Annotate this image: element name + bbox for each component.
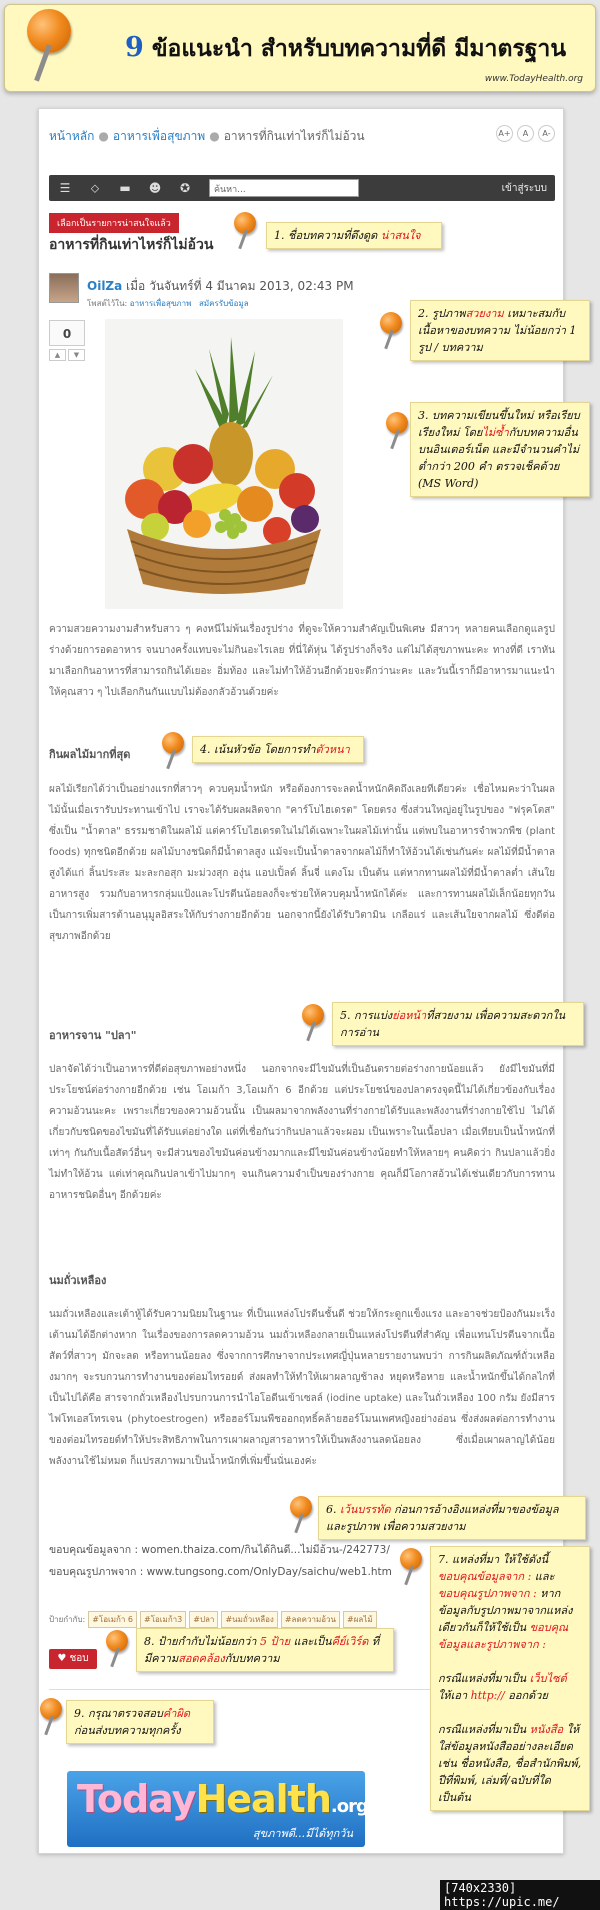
breadcrumb: หน้าหลัก ● อาหารเพื่อสุขภาพ ● อาหารที่กินเท่าไหร่ก็ไม่อ้วน — [49, 129, 365, 143]
logo-part-org: .org — [330, 1796, 368, 1817]
note-text: 3. บทความเขียนขึ้นใหม่ หรือเรียบเรียงใหม่ โดย — [418, 409, 580, 439]
note-text: ที่มีความ — [144, 1635, 380, 1665]
post-date: เมื่อ วันจันทร์ที่ 4 มีนาคม 2013, 02:43 PM — [122, 279, 354, 293]
users-icon[interactable]: ☻ — [148, 181, 162, 195]
login-button[interactable]: เข้าสู่ระบบ — [501, 183, 547, 194]
banner-title — [125, 31, 566, 67]
note-text: 4. เน้นหัวข้อ โดยการทำ — [200, 743, 316, 756]
tip-note-3 — [410, 402, 590, 497]
note-highlight: สวยงาม — [465, 307, 504, 320]
search-input[interactable]: ค้นหา... — [209, 179, 359, 197]
note-text: 7. แหล่งที่มา ให้ใช้ดังนี้ — [438, 1553, 549, 1566]
header-banner — [4, 4, 596, 92]
pushpin-icon — [160, 732, 190, 772]
pushpin-icon — [300, 1004, 330, 1044]
tag-item[interactable]: #โอเมก้า3 — [140, 1611, 186, 1628]
banner-title-text: ข้อแนะนำ สำหรับบทความที่ดี มีมาตรฐาน — [151, 35, 567, 62]
tag-item[interactable]: #ผลไม้ — [343, 1611, 377, 1628]
note-highlight: สอดคล้อง — [178, 1652, 225, 1665]
note-text: ให้ใส่ข้อมูลหนังสืออย่างละเอียด เช่น ชื่อหนังสือ, ชื่อสำนักพิมพ์, ปีที่พิมพ์, เล่มที่/ฉบับที่ใด เป็นต้น — [438, 1723, 582, 1804]
subscribe-link[interactable]: สมัครรับข้อมูล — [198, 299, 249, 308]
font-size-controls — [496, 125, 555, 142]
note-text: และเป็น — [290, 1635, 332, 1648]
breadcrumb-category[interactable]: อาหารเพื่อสุขภาพ — [112, 129, 206, 143]
tip-note-9 — [66, 1700, 214, 1744]
fruit-basket-image — [105, 319, 343, 609]
note-text: 8. ป้ายกำกับไม่น้อยกว่า — [144, 1635, 260, 1648]
note-text: กับบทความ — [224, 1652, 280, 1665]
logo-slogan: สุขภาพดี...มีได้ทุกวัน — [252, 1827, 353, 1840]
tag-item[interactable]: #โอเมก้า 6 — [88, 1611, 137, 1628]
award-icon[interactable]: ✪ — [179, 181, 191, 195]
top-toolbar — [49, 175, 555, 201]
note-text: ที่สวยงาม เพื่อความสะดวกในการอ่าน — [340, 1009, 566, 1039]
tip-note-5 — [332, 1002, 584, 1046]
pushpin-icon — [398, 1548, 428, 1588]
logo-part-today: Today — [77, 1777, 196, 1821]
reference-info: ขอบคุณข้อมูลจาก : women.thaiza.com/กินได้กินดี...ไม่มีอ้วน-/242773/ — [49, 1544, 390, 1556]
note-highlight: คำผิด — [162, 1707, 191, 1720]
pushpin-icon — [23, 9, 79, 89]
note-highlight: เว็บไซต์ — [529, 1672, 567, 1685]
note-text: 5. การแบ่ง — [340, 1009, 393, 1022]
intro-paragraph: ความสวยความงามสำหรับสาว ๆ คงหนีไม่พ้นเรื่องรูปร่าง ที่ดูจะให้ความสำคัญเป็นพิเศษ มีสาวๆ หลายคนเลือกดูแลรูปร่างด้วยการอดอาหาร จนบางครั้งแทบจะไม่กินอะไรเลย ที่นี่ใต้หุ่น ได้รูปร่างก็จริง แต่ไม่ได้สุขภาพนะคะ ทางที่ดี เราหันมาเลือกกินอาหารที่สามารถกินได้เยอะ อิ่มท้อง และไม่ทำให้อ้วนอีกด้วยจะดีกว่านะคะ และวันนี้เราก็มีอาหารมาแนะนำให้คุณสาว ๆ ไปเลือกกินกันแบบไม่ต้องกลัวอ้วนด้วยค่ะ — [49, 624, 555, 698]
vote-down-button[interactable]: ▼ — [68, 349, 85, 361]
font-increase-button[interactable]: A+ — [496, 125, 513, 142]
post-title: อาหารที่กินเท่าไหร่ก็ไม่อ้วน — [49, 237, 214, 253]
breadcrumb-home[interactable]: หน้าหลัก — [49, 129, 95, 143]
font-reset-button[interactable]: A — [517, 125, 534, 142]
note-highlight: ขอบคุณข้อมูลและรูปภาพจาก : — [438, 1621, 569, 1651]
note-highlight: 5 ป้าย — [259, 1635, 291, 1648]
note-text: กรณีแหล่งที่มาเป็น — [438, 1672, 530, 1685]
banner-url: www.TodayHealth.org — [484, 74, 583, 84]
posted-in-label: โพสต์ไว้ใน: — [87, 299, 130, 308]
note-highlight: ย่อหน้า — [392, 1009, 427, 1022]
fish-paragraph: ปลาจัดได้ว่าเป็นอาหารที่ดีต่อสุขภาพอย่างหนึ่ง นอกจากจะมีไขมันที่เป็นอันตรายต่อร่างกายน้อยแล้ว ยังมีไขมันที่มีประโยชน์ต่อร่างกายอีกด้วย เช่น โอเมก้า 3,โอเมก้า 6 อีกด้วย แต่ประโยชน์ของปลาตรงจุดนี้ไม่ได้เกี่ยวข้องกับเรื่องความอ้วนนะคะ เพราะเกี่ยวของความอ้วนนั้น เป็นผลมาจากพลังงานที่ร่างกายได้รับและพลังงานที่ร่างกายใช้ไป ไม่ได้เกี่ยวกับชนิดของไขมันที่ได้รับแต่อย่างใด แต่ที่เชื่อกันว่ากินปลาแล้วจะผอม เป็นเพราะในเนื้อปลา เมื่อเทียบเป็นน้ำหนักที่เท่าๆ กันกับเนื้อสัตว์อื่นๆ จะมีส่วนของไขมันค่อนข้างมากและมีไขมันค่อนข้างน้อยทำให้หลายๆ คนคิดว่า กินปลาแล้วยิ่งไม่ทำให้อ้วน แต่เท่าคุณกินปลาเข้าไปมากๆ จนเกินความจำเป็นของร่างกาย คุณก็มีโอกาสอ้วนได้เช่นเดียวกับการทานอาหารชนิดอื่นๆ อีกด้วยค่ะ — [49, 1064, 555, 1201]
note-text: 9. กรุณาตรวจสอบ — [74, 1707, 163, 1720]
note-text: และ — [531, 1570, 555, 1583]
note-text: ออกด้วย — [504, 1689, 548, 1702]
author-line — [87, 277, 354, 296]
soymilk-paragraph: นมถั่วเหลืองและเต้าหู้ได้รับความนิยมในฐานะ ที่เป็นแหล่งโปรตีนชั้นดี ช่วยให้กระดูกแข็งแรง และอาจช่วยป้องกันมะเร็งเต้านมได้อีกต่างหาก ในเรื่องของการลดความอ้วน นมถั่วเหลืองกลายเป็นแหล่งโปรตีนที่สำคัญ เพื่อแทนโปรตีนจากเนื้อสัตว์ที่สาวๆ มักจะลด หรือทานน้อยลง ซึ่งจากการศึกษาจากประเทศญี่ปุ่นหลายรายงานพบว่า การกินผลิตภัณฑ์ถั่วเหลืองมากๆ จะรบกวนการทำงานของต่อมไทรอยด์ ส่งผลทำให้ทำให้เผาผลาญช้าลง หยุดหรือหาย และน้ำหนักขึ้นได้กลไกที่เป็นไปได้คือ สารจากถั่วเหลืองไปรบกวนการนำไอโอดีนเข้าเซลล์ (iodine uptake) และในถั่วเหลือง 100 กรัม ยังมีสารไฟโทเอสโทรเจน (phytoestrogen) หรือฮอร์โมนพืชออกฤทธิ์คล้ายฮอร์โมนเพศหญิงอย่างอ่อน ซึ่งส่งผลต่อการทำงานของต่อมไทรอยด์ทำให้ประสิทธิภาพในการเผาผลาญสารอาหารให้เป็นพลังงานลดน้อยลง ซึ่งเมื่อเผาผลาญได้น้อย พลังงานใช้ไม่หมด ก็แปรสภาพมาเป็นน้ำหนักที่เพิ่มขึ้นนั่นเองค่ะ — [49, 1309, 555, 1467]
fruit-paragraph: ผลไม้เรียกได้ว่าเป็นอย่างแรกที่สาวๆ ควบคุมน้ำหนัก หรือต้องการจะลดน้ำหนักคิดถึงเลยทีเดียวค่ะ เชื่อไหมคะว่าในผลไม้นั้นเมื่อเรารับประทานเข้าไป เราจะได้รับผลผลิตจาก "คาร์โบไฮเดรต" โดยตรง ซึ่งส่วนใหญ่อยู่ในรูปของ "ฟรุคโตส" ซึ่งเป็น "น้ำตาล" ธรรมชาติในผลไม้ แต่คาร์โบไฮเดรตในไม่ได้เฉพาะในผลไม้เท่านั้น แต่พบในอาหารจำพวกพืช (plant foods) ทุกชนิดอีกด้วย ผลไม้บางชนิดก็มีน้ำตาลสูง แม้จะเป็นน้ำตาลจากผลไม้ก็ทำให้อ้วนได้เช่นกันค่ะ ผลไม้ที่มีน้ำตาลสูงได้แก่ ลิ้นประสะ มะละกอสุก มะม่วงสุก องุ่น แอปเปิ้ลด์ ลิ้นจี่ แตงโม เป็นต้น แต่หากทานผลไม้ที่มีน้ำตาลต่ำ เส้นใยอาหารสูง รวมกับอาหารกลุ่มแป้งและโปรตีนน้อยลงก็จะช่วยให้ควบคุมน้ำหนักได้ค่ะ และการทานผลไม้เล็กน้อยทุกวันเป็นการเพิ่มสารต้านอนุมูลอิสระให้กับร่างกายอีกด้วย นอกจากนี้ยังได้รับวิตามิน เกลือแร่ และเส้นใยจากผลไม้ ซึ่งดีต่อสุขภาพอีกด้วย — [49, 784, 555, 942]
note-text: กรณีแหล่งที่มาเป็น — [438, 1723, 530, 1736]
pushpin-icon — [104, 1630, 134, 1670]
note-text: ก่อนการอ้างอิงแหล่งที่มาของข้อมูลและรูปภาพ เพื่อความสวยงาม — [326, 1503, 559, 1533]
tip-note-2 — [410, 300, 590, 361]
tip-note-7 — [430, 1546, 590, 1811]
note-highlight: ไม่ซ้ำ — [482, 426, 509, 439]
note-text: เหมาะสมกับเนื้อหาของบทความ ไม่น้อยกว่า 1 รูป / บทความ — [418, 307, 577, 354]
todayhealth-logo — [67, 1771, 368, 1847]
note-highlight: หนังสือ — [529, 1723, 564, 1736]
posted-in-category-link[interactable]: อาหารเพื่อสุขภาพ — [129, 299, 192, 308]
tag-item[interactable]: #ปลา — [189, 1611, 218, 1628]
tip-note-8 — [136, 1628, 394, 1672]
banner-number: 9 — [125, 32, 144, 63]
note-highlight: คีย์เวิร์ด — [331, 1635, 369, 1648]
note-text: ให้เอา — [438, 1689, 471, 1702]
note-text: 6. — [326, 1503, 340, 1516]
note-text: 1. ชื่อบทความที่ดึงดูด — [274, 229, 381, 242]
references — [49, 1539, 392, 1583]
like-button[interactable]: ♥ ชอบ — [49, 1649, 97, 1669]
logo-part-health: Health — [195, 1777, 331, 1821]
note-highlight: เว้นบรรทัด — [340, 1503, 391, 1516]
note-text: หากข้อมูลกับรูปภาพมาจากแหล่งเดียวกันก็ให้ใช้เป็น — [438, 1587, 573, 1634]
tip-note-4 — [192, 736, 364, 763]
tip-note-6 — [318, 1496, 586, 1540]
tags-label: ป้ายกำกับ: — [49, 1615, 86, 1624]
avatar[interactable] — [49, 273, 79, 303]
note-text: 2. รูปภาพ — [418, 307, 466, 320]
tag-list — [49, 1611, 377, 1628]
featured-badge: เลือกเป็นรายการน่าสนใจแล้ว — [49, 213, 179, 233]
font-decrease-button[interactable]: A- — [538, 125, 555, 142]
vote-count: 0 — [49, 320, 85, 346]
tip-note-1 — [266, 222, 442, 249]
tag-item[interactable]: #นมถั่วเหลือง — [221, 1611, 277, 1628]
note-text: ก่อนส่งบทความทุกครั้ง — [74, 1724, 181, 1737]
reference-image: ขอบคุณรูปภาพจาก : www.tungsong.com/OnlyDay/saichu/web1.htm — [49, 1566, 392, 1578]
author-name[interactable]: OilZa — [87, 279, 123, 293]
tag-item[interactable]: #ลดความอ้วน — [281, 1611, 340, 1628]
note-highlight: ตัวหนา — [315, 743, 350, 756]
pushpin-icon — [288, 1496, 318, 1536]
section-heading-fish: อาหารจาน "ปลา" — [49, 1029, 137, 1042]
vote-up-button[interactable]: ▲ — [49, 349, 66, 361]
pushpin-icon — [232, 212, 262, 252]
folder-icon[interactable]: ▬ — [119, 181, 131, 195]
breadcrumb-current: อาหารที่กินเท่าไหร่ก็ไม่อ้วน — [223, 129, 365, 143]
section-heading-soymilk: นมถั่วเหลือง — [49, 1274, 107, 1287]
tag-icon[interactable]: ⬦ — [90, 181, 100, 195]
note-text: กับบทความอื่นบนอินเตอร์เน็ต และมีจำนวนคำไม่ต่ำกว่า 200 คำ ตรวจเช็คด้วย (MS Word) — [418, 426, 580, 490]
pushpin-icon — [38, 1698, 68, 1738]
image-host-watermark: [740x2330] https://upic.me/ — [440, 1880, 600, 1910]
note-highlight: ขอบคุณรูปภาพจาก : — [438, 1587, 537, 1600]
vote-widget — [49, 320, 85, 361]
section-heading-fruit: กินผลไม้มากที่สุด — [49, 748, 131, 761]
pushpin-icon — [378, 312, 408, 352]
note-highlight: http:// — [470, 1689, 505, 1702]
posted-in — [87, 297, 249, 310]
list-icon[interactable]: ☰ — [59, 181, 71, 195]
note-highlight: ขอบคุณข้อมูลจาก : — [438, 1570, 532, 1583]
note-highlight: น่าสนใจ — [380, 229, 421, 242]
